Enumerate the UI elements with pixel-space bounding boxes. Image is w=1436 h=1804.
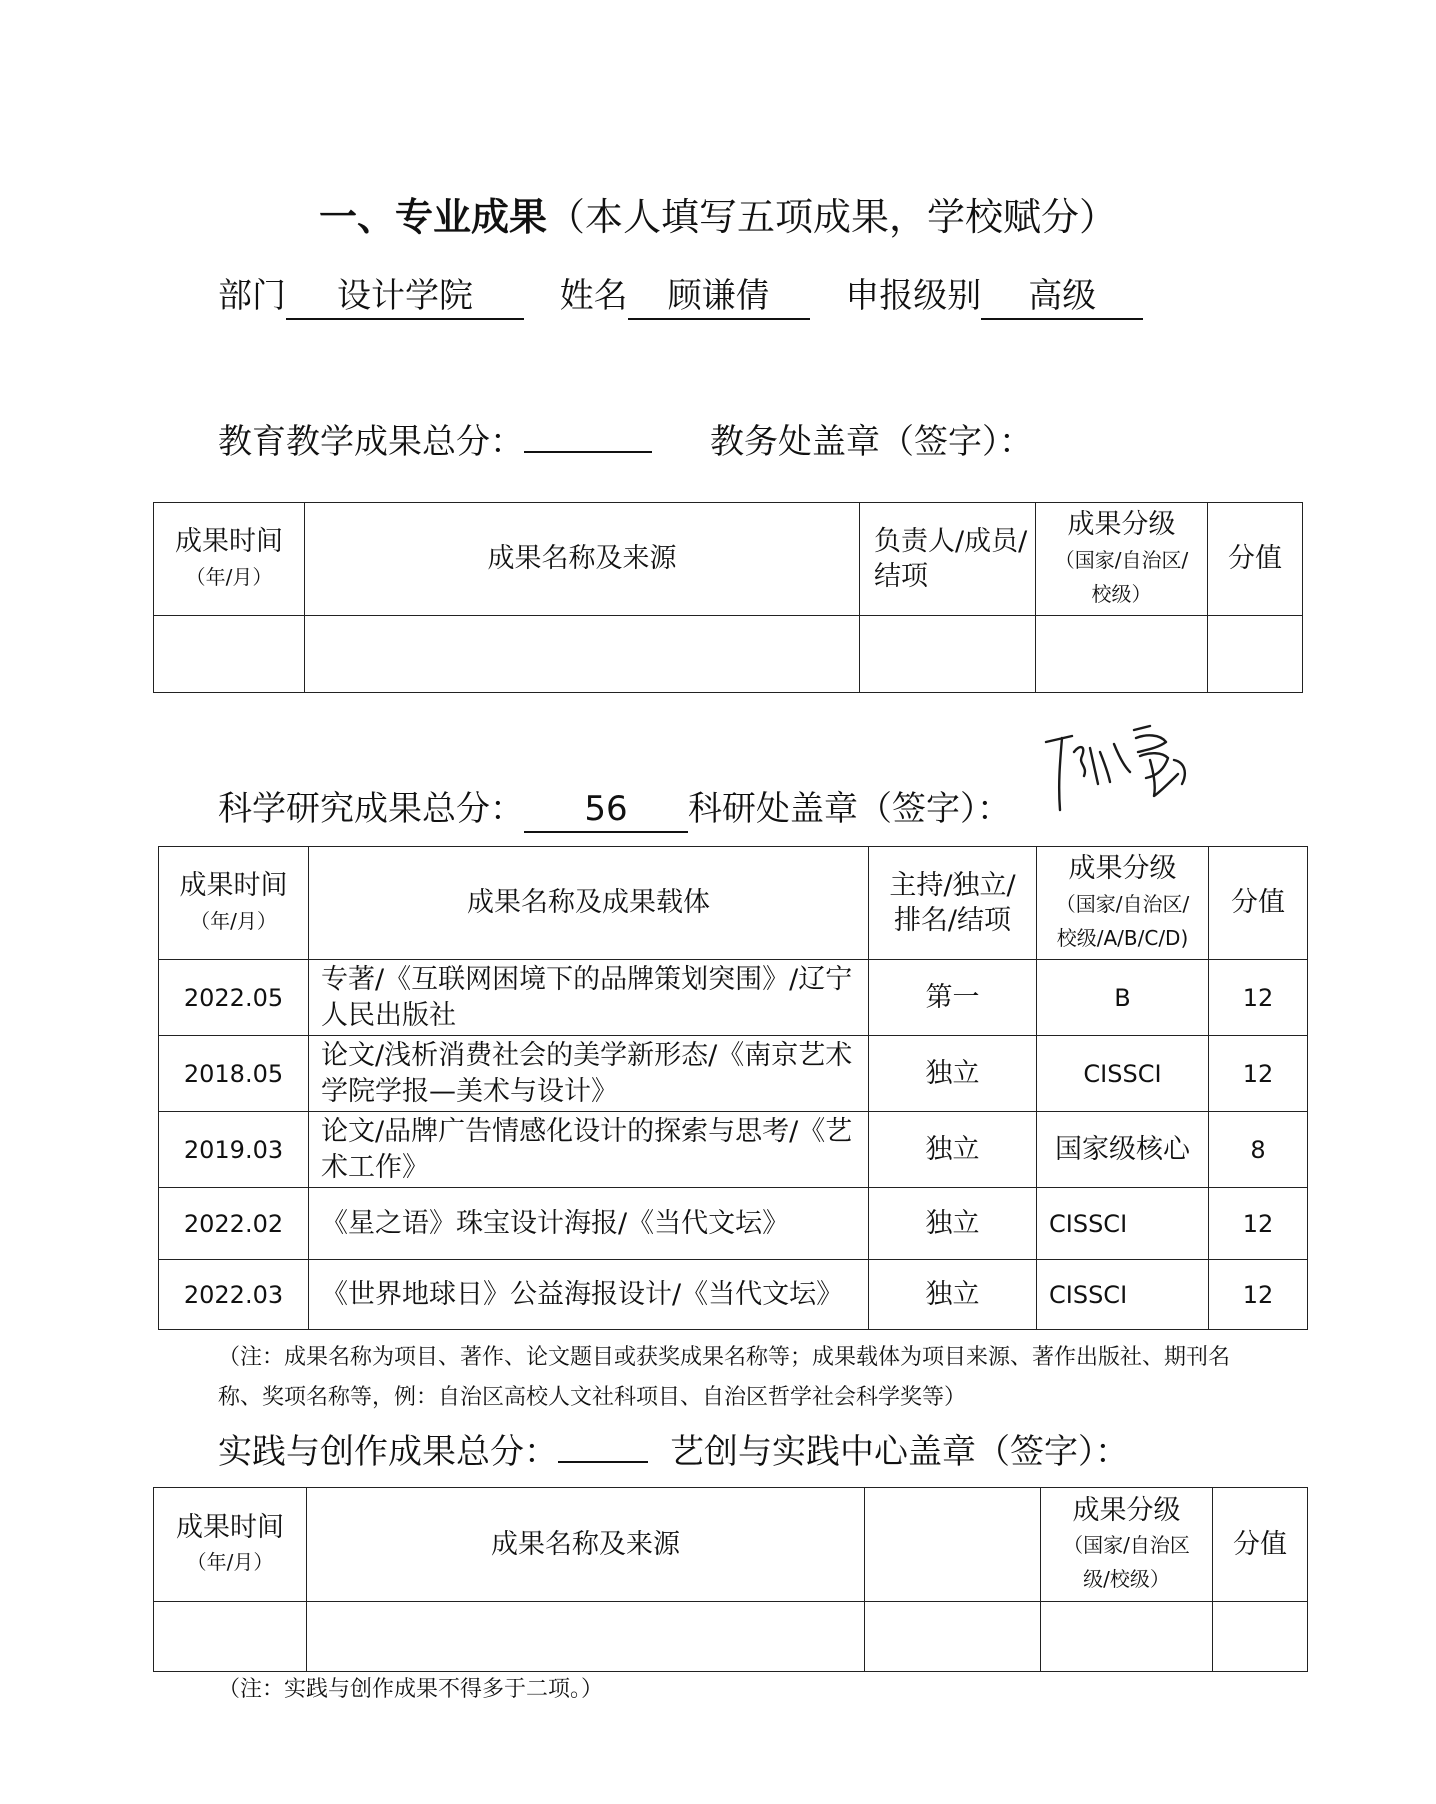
dept-label: 部门 [218, 276, 286, 316]
edu-cell-score[interactable] [1208, 616, 1303, 693]
edu-cell-name[interactable] [305, 616, 860, 693]
signature-image [1038, 722, 1206, 814]
table-row [154, 1602, 1308, 1672]
res-cell-grade: CISSCI [1037, 1036, 1209, 1112]
res-cell-time: 2022.03 [159, 1260, 309, 1330]
research-table [158, 846, 1308, 1330]
prac-cell-time[interactable] [154, 1602, 307, 1672]
practice-total-label: 实践与创作成果总分： [218, 1432, 558, 1472]
research-total-line [218, 781, 1011, 833]
res-header-time: 成果时间 （年/月） [159, 847, 309, 960]
prac-cell-name[interactable] [307, 1602, 865, 1672]
name-value[interactable]: 顾谦倩 [628, 274, 810, 320]
name-label: 姓名 [559, 276, 628, 316]
prac-header-blank [865, 1488, 1041, 1602]
res-cell-score: 12 [1209, 1188, 1308, 1260]
res-cell-name: 专著/《互联网困境下的品牌策划突围》/辽宁人民出版社 [309, 960, 869, 1036]
dept-value[interactable]: 设计学院 [286, 274, 524, 320]
table-row [159, 1112, 1308, 1188]
level-label: 申报级别 [845, 276, 982, 316]
res-cell-grade: 国家级核心 [1037, 1112, 1209, 1188]
res-header-score: 分值 [1209, 847, 1308, 960]
res-cell-role: 独立 [869, 1036, 1037, 1112]
practice-note: （注：实践与创作成果不得多于二项。） [218, 1677, 604, 1702]
education-stamp-label: 教务处盖章（签字）： [710, 422, 1033, 462]
education-total-line [218, 414, 1033, 463]
education-total-value[interactable] [524, 451, 652, 453]
res-cell-name: 《星之语》珠宝设计海报/《当代文坛》 [309, 1188, 869, 1260]
res-header-role: 主持/独立/排名/结项 [869, 847, 1037, 960]
res-cell-score: 12 [1209, 1260, 1308, 1330]
prac-header-grade: 成果分级 （国家/自治区级/校级） [1041, 1488, 1213, 1602]
level-value[interactable]: 高级 [981, 274, 1143, 320]
practice-total-line [218, 1424, 1129, 1473]
title-note: （本人填写五项成果，学校赋分） [547, 195, 1118, 239]
res-cell-name: 论文/浅析消费社会的美学新形态/《南京艺术学院学报—美术与设计》 [309, 1036, 869, 1112]
page-title [0, 186, 1436, 241]
title-main: 一、专业成果 [318, 195, 547, 239]
edu-header-grade: 成果分级 （国家/自治区/校级） [1036, 503, 1208, 616]
res-cell-name: 《世界地球日》公益海报设计/《当代文坛》 [309, 1260, 869, 1330]
research-total-label: 科学研究成果总分： [218, 789, 524, 829]
practice-total-value[interactable] [558, 1461, 648, 1463]
edu-header-name: 成果名称及来源 [305, 503, 860, 616]
res-cell-time: 2019.03 [159, 1112, 309, 1188]
res-cell-time: 2022.02 [159, 1188, 309, 1260]
applicant-info [218, 268, 1143, 320]
prac-cell-blank[interactable] [865, 1602, 1041, 1672]
res-cell-time: 2022.05 [159, 960, 309, 1036]
res-cell-grade: CISSCI [1037, 1260, 1209, 1330]
prac-header-name: 成果名称及来源 [307, 1488, 865, 1602]
edu-header-person: 负责人/成员/结项 [860, 503, 1036, 616]
table-row [159, 1036, 1308, 1112]
prac-cell-score[interactable] [1213, 1602, 1308, 1672]
res-cell-role: 第一 [869, 960, 1037, 1036]
res-cell-role: 独立 [869, 1112, 1037, 1188]
research-note: （注：成果名称为项目、著作、论文题目或获奖成果名称等；成果载体为项目来源、著作出版社、期刊名称、奖项名称等，例：自治区高校人文社科项目、自治区哲学社会科学奖等） [218, 1345, 1231, 1410]
prac-header-time: 成果时间 （年/月） [154, 1488, 307, 1602]
res-header-name: 成果名称及成果载体 [309, 847, 869, 960]
table-row [159, 960, 1308, 1036]
table-row [159, 1260, 1308, 1330]
res-header-grade: 成果分级 （国家/自治区/校级/A/B/C/D) [1037, 847, 1209, 960]
edu-cell-person[interactable] [860, 616, 1036, 693]
table-row [154, 616, 1303, 693]
education-total-label: 教育教学成果总分： [218, 422, 524, 462]
practice-stamp-label: 艺创与实践中心盖章（签字）： [670, 1432, 1129, 1472]
prac-header-score: 分值 [1213, 1488, 1308, 1602]
res-cell-name: 论文/品牌广告情感化设计的探索与思考/《艺术工作》 [309, 1112, 869, 1188]
prac-cell-grade[interactable] [1041, 1602, 1213, 1672]
res-cell-score: 12 [1209, 960, 1308, 1036]
practice-table [153, 1487, 1308, 1672]
edu-header-time: 成果时间 （年/月） [154, 503, 305, 616]
table-row [159, 1188, 1308, 1260]
res-cell-grade: CISSCI [1037, 1188, 1209, 1260]
edu-cell-time[interactable] [154, 616, 305, 693]
edu-header-score: 分值 [1208, 503, 1303, 616]
education-table [153, 502, 1303, 693]
research-total-value[interactable]: 56 [524, 787, 688, 833]
res-cell-grade: B [1037, 960, 1209, 1036]
res-cell-time: 2018.05 [159, 1036, 309, 1112]
research-stamp-label: 科研处盖章（签字）： [688, 789, 1011, 829]
edu-cell-grade[interactable] [1036, 616, 1208, 693]
res-cell-role: 独立 [869, 1188, 1037, 1260]
res-cell-role: 独立 [869, 1260, 1037, 1330]
res-cell-score: 12 [1209, 1036, 1308, 1112]
res-cell-score: 8 [1209, 1112, 1308, 1188]
